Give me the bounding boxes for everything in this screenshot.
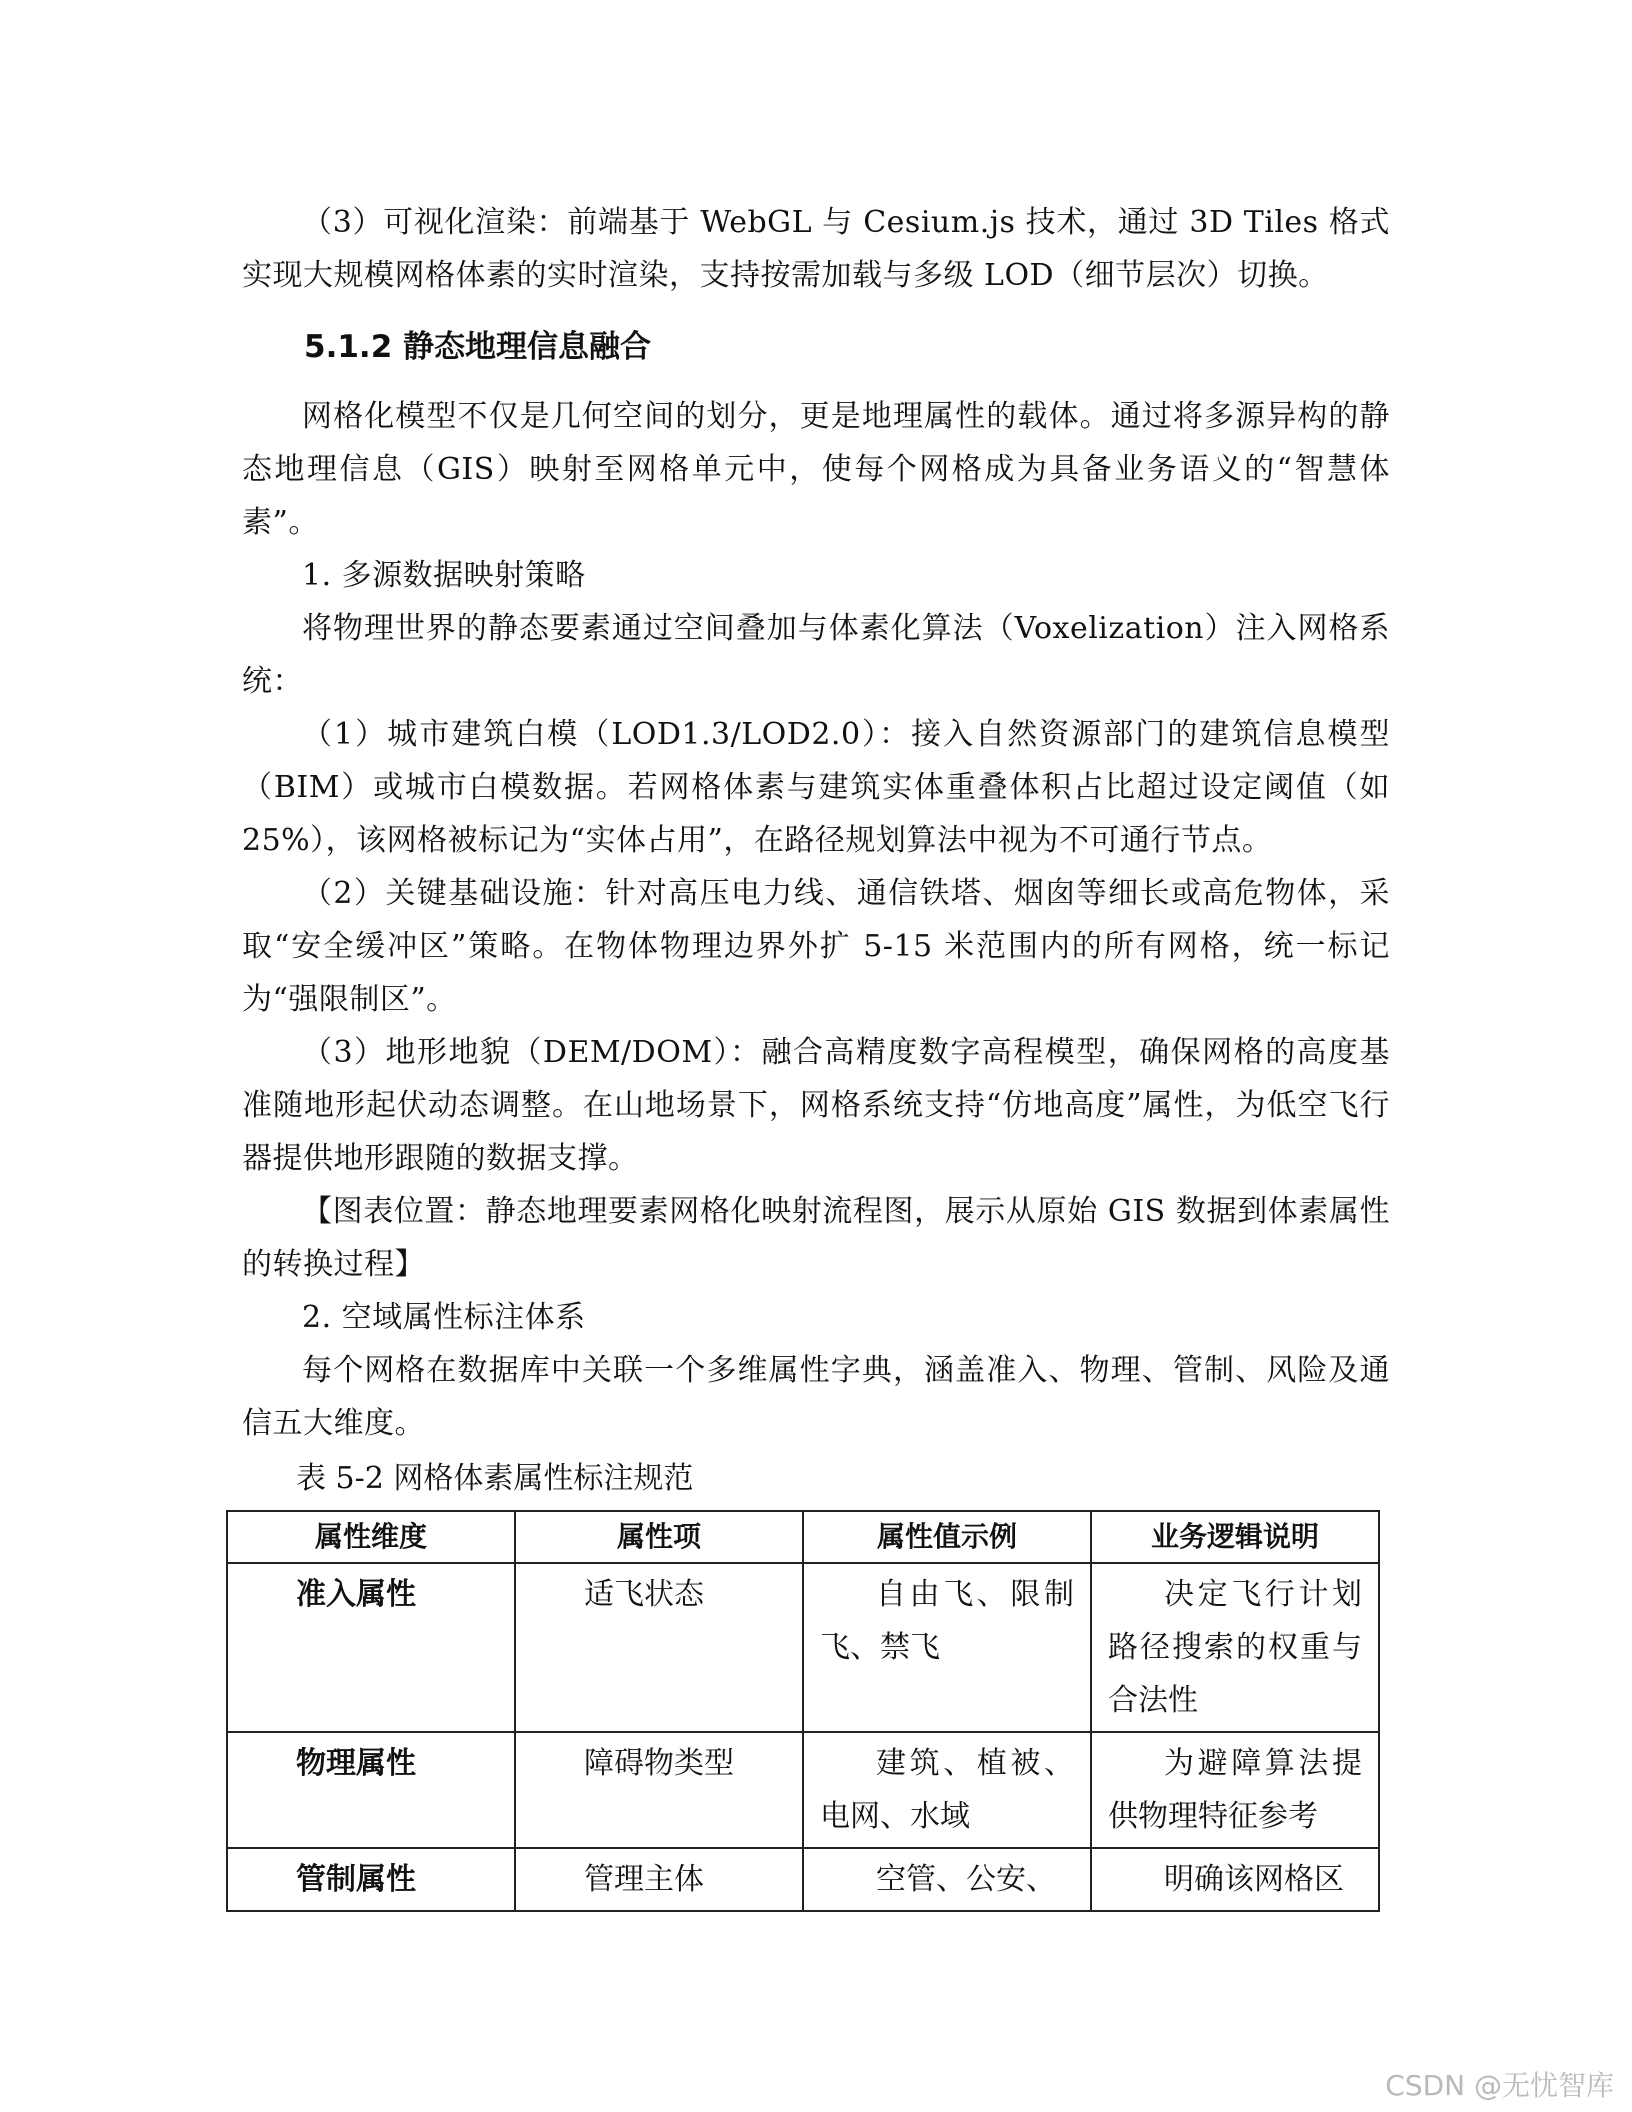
paragraph-attribute-dictionary: 每个网格在数据库中关联一个多维属性字典，涵盖准入、物理、管制、风险及通信五大维度。 xyxy=(242,1353,1390,1441)
cell-business-logic: 决定飞行计划路径搜索的权重与合法性 xyxy=(1091,1563,1379,1732)
paragraph-figure-placeholder: 【图表位置：静态地理要素网格化映射流程图，展示从原始 GIS 数据到体素属性的转换过程】 xyxy=(242,1194,1390,1282)
paragraph-intro: 网格化模型不仅是几何空间的划分，更是地理属性的载体。通过将多源异构的静态地理信息（GIS）映射至网格单元中，使每个网格成为具备业务语义的“智慧体素”。 xyxy=(242,399,1390,540)
cell-dimension: 物理属性 xyxy=(227,1732,515,1848)
table-caption: 表 5-2 网格体素属性标注规范 xyxy=(296,1461,694,1496)
paragraph-infrastructure: （2）关键基础设施：针对高压电力线、通信铁塔、烟囱等细长或高危物体，采取“安全缓冲区”策略。在物体物理边界外扩 5-15 米范围内的所有网格，统一标记为“强限制区”。 xyxy=(242,876,1390,1017)
table-row xyxy=(227,1848,1379,1911)
paragraph-voxelization: 将物理世界的静态要素通过空间叠加与体素化算法（Voxelization）注入网格系统： xyxy=(242,611,1390,699)
list-title-attribute-system: 2. 空域属性标注体系 xyxy=(302,1300,586,1335)
header-value-example: 属性值示例 xyxy=(803,1511,1091,1563)
paragraph-building-model: （1）城市建筑白模（LOD1.3/LOD2.0）：接入自然资源部门的建筑信息模型（BIM）或城市白模数据。若网格体素与建筑实体重叠体积占比超过设定阈值（如 25%），该网格被标记为“实体占用”，在路径规划算法中视为不可通行节点。 xyxy=(242,717,1390,858)
header-item: 属性项 xyxy=(515,1511,803,1563)
cell-item: 障碍物类型 xyxy=(515,1732,803,1848)
list-title-mapping-strategy: 1. 多源数据映射策略 xyxy=(302,558,586,593)
table-header-row xyxy=(227,1511,1379,1563)
table-row xyxy=(227,1563,1379,1732)
paragraph-visual-rendering: （3）可视化渲染：前端基于 WebGL 与 Cesium.js 技术，通过 3D Tiles 格式实现大规模网格体素的实时渲染，支持按需加载与多级 LOD（细节层次）切换。 xyxy=(242,205,1390,293)
cell-dimension: 准入属性 xyxy=(227,1563,515,1732)
cell-value-example: 自由飞、限制飞、禁飞 xyxy=(803,1563,1091,1732)
cell-business-logic: 为避障算法提供物理特征参考 xyxy=(1091,1732,1379,1848)
section-heading: 5.1.2 静态地理信息融合 xyxy=(304,329,652,365)
cell-dimension: 管制属性 xyxy=(227,1848,515,1911)
cell-business-logic: 明确该网格区 xyxy=(1091,1848,1379,1911)
table-row xyxy=(227,1732,1379,1848)
cell-item: 管理主体 xyxy=(515,1848,803,1911)
cell-value-example: 空管、公安、 xyxy=(803,1848,1091,1911)
cell-value-example: 建筑、植被、电网、水域 xyxy=(803,1732,1091,1848)
header-dimension: 属性维度 xyxy=(227,1511,515,1563)
header-business-logic: 业务逻辑说明 xyxy=(1091,1511,1379,1563)
paragraph-terrain: （3）地形地貌（DEM/DOM）：融合高精度数字高程模型，确保网格的高度基准随地形起伏动态调整。在山地场景下，网格系统支持“仿地高度”属性，为低空飞行器提供地形跟随的数据支撑。 xyxy=(242,1035,1390,1176)
attribute-table xyxy=(226,1510,1380,1912)
cell-item: 适飞状态 xyxy=(515,1563,803,1732)
csdn-watermark: CSDN @无忧智库 xyxy=(1385,2069,1614,2102)
